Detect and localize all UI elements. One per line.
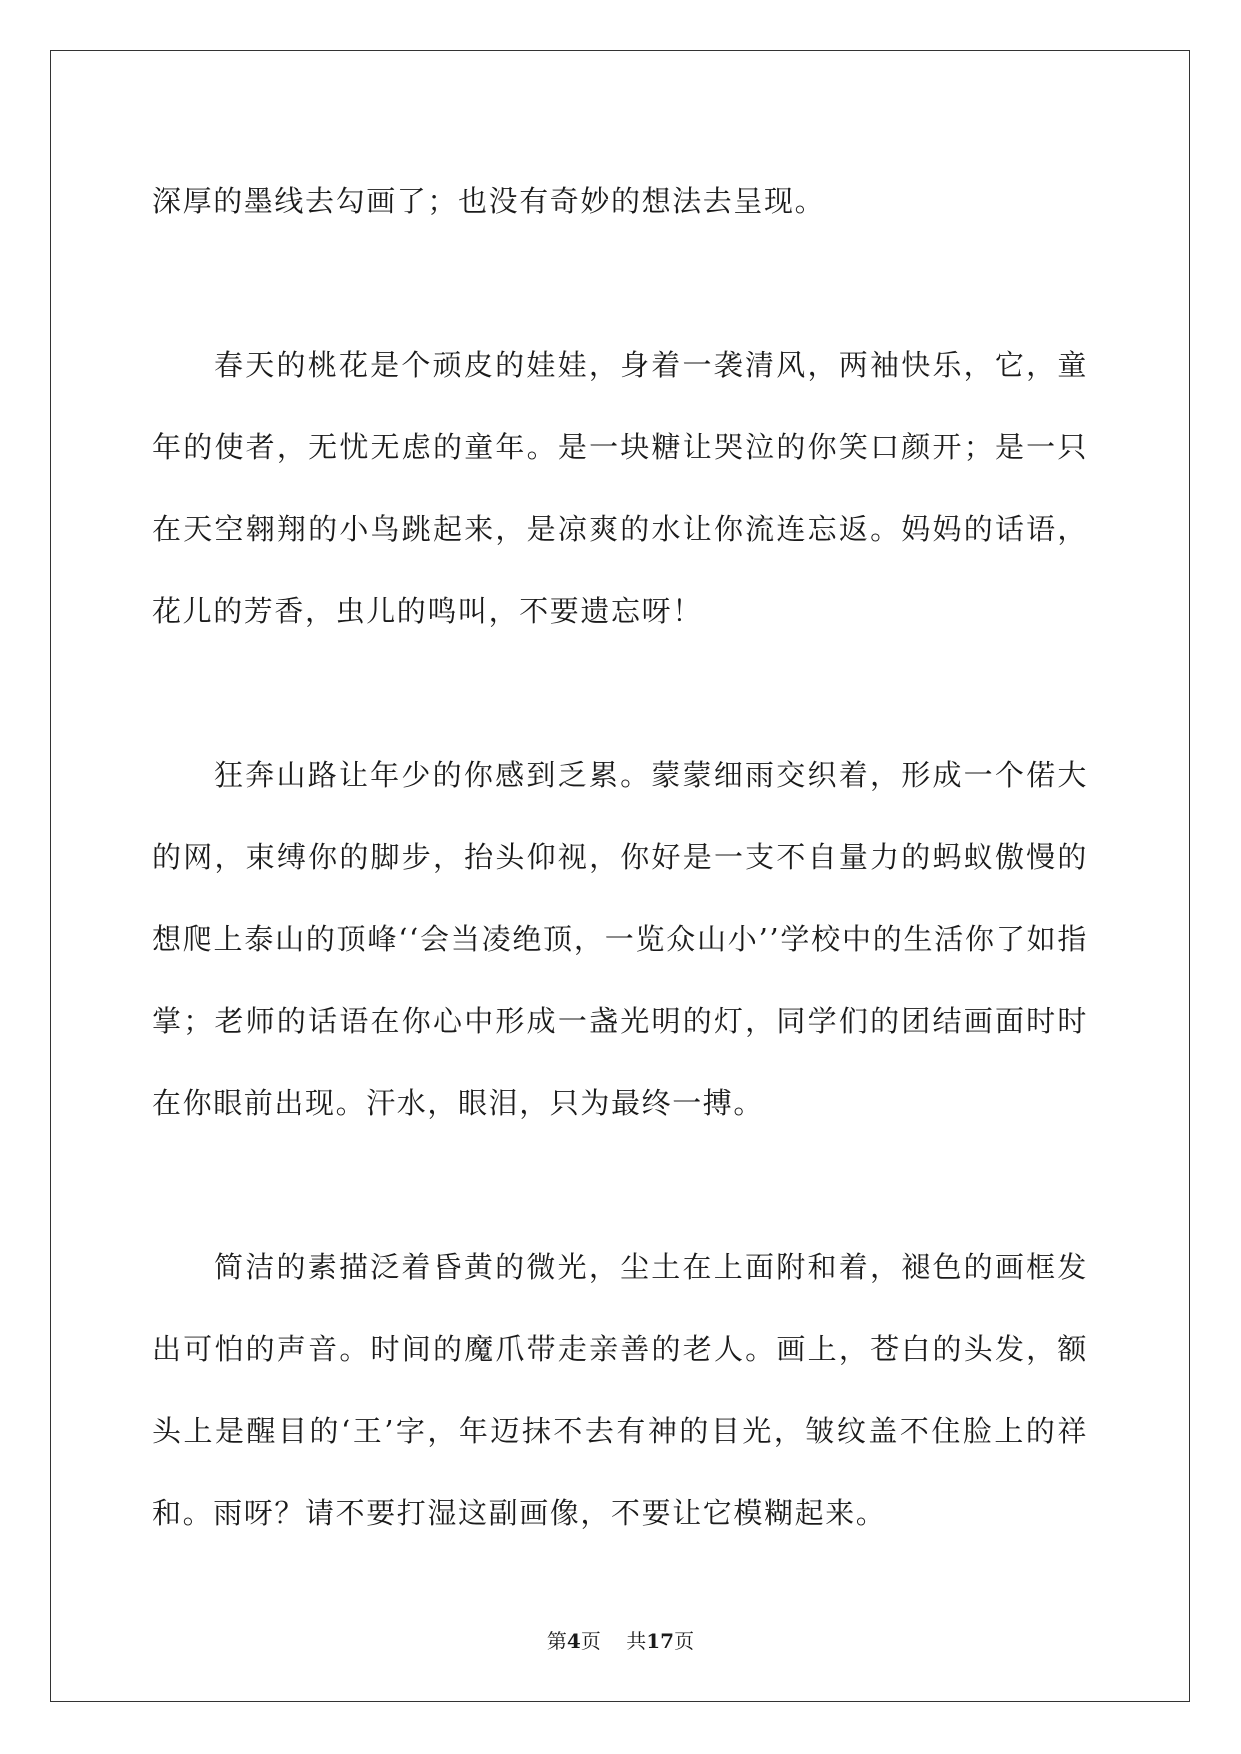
paragraph-spacer bbox=[152, 652, 1088, 734]
current-page-number: 4 bbox=[566, 1629, 581, 1653]
total-pages-number: 17 bbox=[646, 1629, 675, 1653]
footer-total-unit: 页 bbox=[674, 1629, 695, 1653]
paragraph-2: 春天的桃花是个顽皮的娃娃，身着一袭清风，两袖快乐，它，童年的使者，无忧无虑的童年。是一块糖让哭泣的你笑口颜开；是一只在天空翱翔的小鸟跳起来，是凉爽的水让你流连忘返。妈妈的话语，花儿的芳香，虫儿的鸣叫，不要遗忘呀！ bbox=[152, 348, 1088, 628]
document-body bbox=[152, 160, 1088, 1554]
paragraph-4: 简洁的素描泛着昏黄的微光，尘土在上面附和着，褪色的画框发出可怕的声音。时间的魔爪带走亲善的老人。画上，苍白的头发，额头上是醒目的‘王’字，年迈抹不去有神的目光，皱纹盖不住脸上的祥和。雨呀？请不要打湿这副画像，不要让它模糊起来。 bbox=[152, 1250, 1088, 1530]
footer-page-unit: 页 bbox=[580, 1629, 601, 1653]
page-number-footer bbox=[0, 1625, 1241, 1654]
paragraph-1: 深厚的墨线去勾画了；也没有奇妙的想法去呈现。 bbox=[152, 184, 826, 218]
footer-total-prefix: 共 bbox=[626, 1629, 647, 1653]
paragraph-spacer bbox=[152, 1144, 1088, 1226]
footer-prefix: 第 bbox=[546, 1629, 567, 1653]
paragraph-spacer bbox=[152, 242, 1088, 324]
paragraph-3: 狂奔山路让年少的你感到乏累。蒙蒙细雨交织着，形成一个偌大的网，束缚你的脚步，抬头仰视，你好是一支不自量力的蚂蚁傲慢的想爬上泰山的顶峰‘‘会当凌绝顶，一览众山小’’学校中的生活你了如指掌；老师的话语在你心中形成一盏光明的灯，同学们的团结画面时时在你眼前出现。汗水，眼泪，只为最终一搏。 bbox=[152, 758, 1088, 1120]
